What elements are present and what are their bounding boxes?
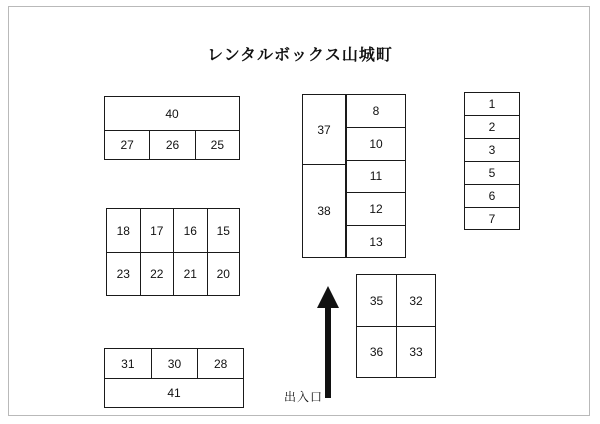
table-row: [464, 92, 520, 115]
block-8-13-column: [346, 94, 406, 258]
unit-cell[interactable]: 7: [464, 207, 520, 230]
unit-cell[interactable]: 37: [302, 94, 346, 164]
unit-cell[interactable]: 35: [356, 274, 396, 326]
unit-cell[interactable]: 12: [346, 192, 406, 225]
unit-cell[interactable]: 20: [207, 252, 241, 296]
block-40: [104, 96, 240, 160]
table-row: [106, 252, 240, 296]
unit-cell[interactable]: 40: [104, 96, 240, 130]
block-15-23: [106, 208, 240, 296]
unit-cell[interactable]: 32: [396, 274, 436, 326]
unit-cell[interactable]: 27: [104, 130, 149, 160]
unit-cell[interactable]: 33: [396, 326, 436, 378]
page-title: レンタルボックス山城町: [207, 47, 393, 64]
table-row: [106, 208, 240, 252]
unit-cell[interactable]: 21: [173, 252, 207, 296]
unit-cell[interactable]: 22: [140, 252, 174, 296]
table-row: [302, 94, 346, 164]
table-row: [356, 274, 436, 326]
unit-cell[interactable]: 28: [197, 348, 244, 378]
table-row: [346, 160, 406, 193]
unit-cell[interactable]: 38: [302, 164, 346, 258]
block-37-38-column: [302, 94, 346, 258]
entrance-label: 出入口: [284, 390, 324, 404]
table-row: [302, 164, 346, 258]
table-row: [464, 115, 520, 138]
table-row: [464, 184, 520, 207]
table-row: [346, 225, 406, 258]
table-row: [346, 127, 406, 160]
table-row: [464, 138, 520, 161]
unit-cell[interactable]: 2: [464, 115, 520, 138]
table-row: [104, 96, 240, 130]
block-1-7: [464, 92, 520, 230]
table-row: [464, 161, 520, 184]
unit-cell[interactable]: 10: [346, 127, 406, 160]
unit-cell[interactable]: 16: [173, 208, 207, 252]
unit-cell[interactable]: 15: [207, 208, 241, 252]
unit-cell[interactable]: 18: [106, 208, 140, 252]
unit-cell[interactable]: 41: [104, 378, 244, 408]
unit-cell[interactable]: 11: [346, 160, 406, 193]
unit-cell[interactable]: 1: [464, 92, 520, 115]
unit-cell[interactable]: 17: [140, 208, 174, 252]
block-32-36: [356, 274, 436, 378]
block-41: [104, 348, 244, 408]
unit-cell[interactable]: 6: [464, 184, 520, 207]
unit-cell[interactable]: 26: [149, 130, 194, 160]
unit-cell[interactable]: 30: [151, 348, 198, 378]
unit-cell[interactable]: 31: [104, 348, 151, 378]
unit-cell[interactable]: 8: [346, 94, 406, 127]
table-row: [356, 326, 436, 378]
unit-cell[interactable]: 36: [356, 326, 396, 378]
unit-cell[interactable]: 3: [464, 138, 520, 161]
table-row: [346, 192, 406, 225]
unit-cell[interactable]: 13: [346, 225, 406, 258]
table-row: [346, 94, 406, 127]
unit-cell[interactable]: 23: [106, 252, 140, 296]
table-row: [464, 207, 520, 230]
table-row: [104, 378, 244, 408]
up-arrow-icon: [316, 286, 340, 398]
unit-cell[interactable]: 25: [195, 130, 240, 160]
table-row: [104, 130, 240, 160]
unit-cell[interactable]: 5: [464, 161, 520, 184]
table-row: [104, 348, 244, 378]
block-37-13: [302, 94, 406, 258]
